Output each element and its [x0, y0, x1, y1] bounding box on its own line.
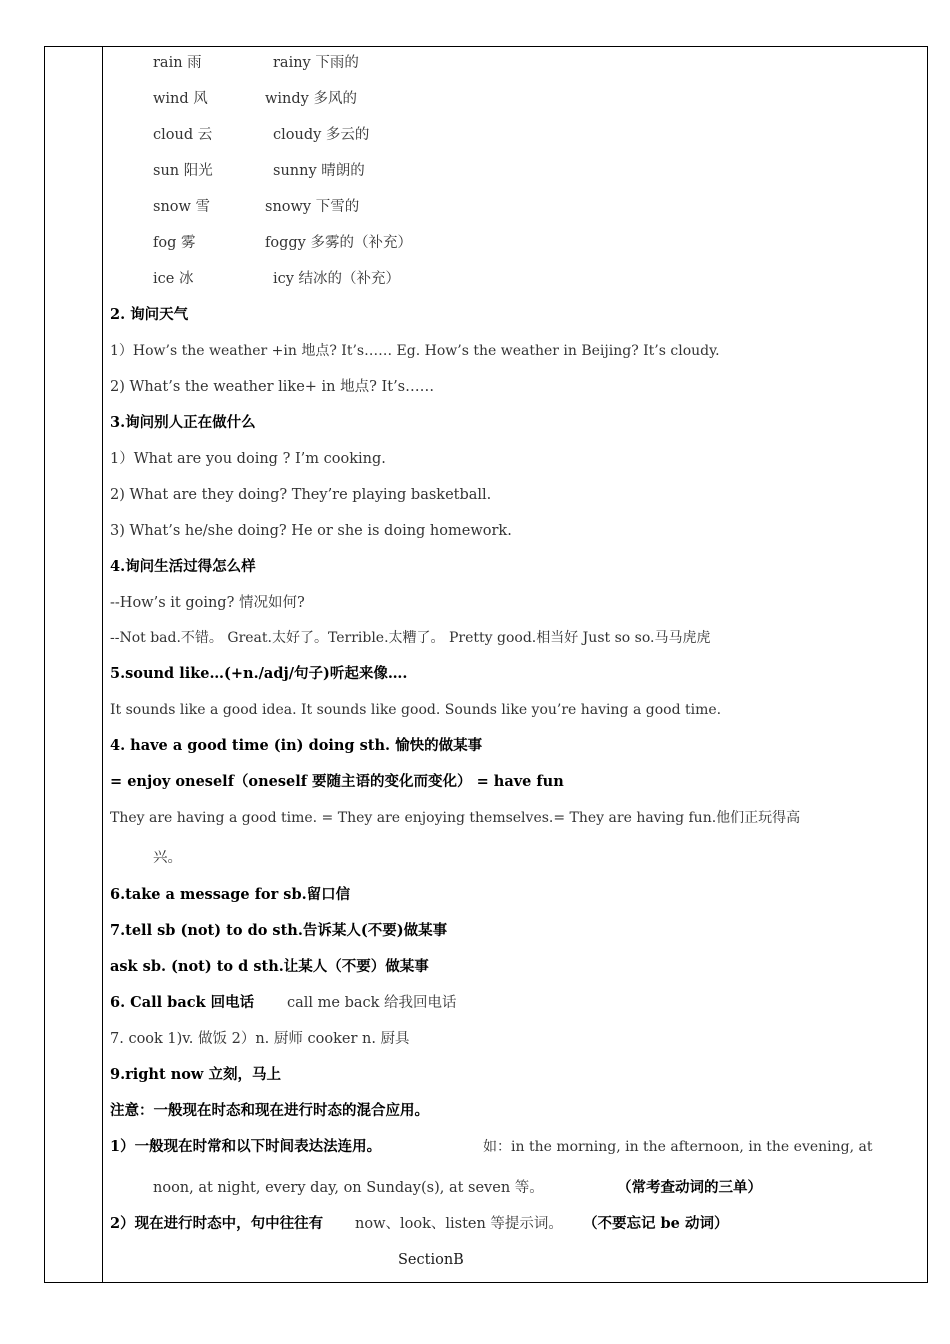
section-heading: 5.sound like…(+n./adj/句子)听起来像….: [110, 665, 408, 682]
text-line: --How’s it going? 情况如何?: [110, 595, 305, 611]
text-line: call me back 给我回电话: [287, 995, 457, 1011]
vocab-adj: rainy 下雨的: [273, 55, 359, 71]
vocab-noun: wind 风: [153, 91, 208, 107]
vocab-noun: sun 阳光: [153, 163, 213, 179]
vocab-adj: cloudy 多云的: [273, 127, 370, 143]
section-heading: 6. Call back 回电话: [110, 994, 255, 1011]
text-line: 1）What are you doing ? I’m cooking.: [110, 451, 386, 467]
column-divider: [102, 46, 103, 1283]
section-heading: 3.询问别人正在做什么: [110, 414, 256, 431]
text-line: It sounds like a good idea. It sounds like good. Sounds like you’re having a good time.: [110, 702, 722, 718]
vocab-adj: icy 结冰的（补充）: [273, 271, 401, 287]
text-line: = enjoy oneself（oneself 要随主语的变化而变化） = have fun: [110, 773, 564, 790]
text-line: 兴。: [153, 850, 182, 866]
text-line: 3) What’s he/she doing? He or she is doing homework.: [110, 523, 512, 539]
section-heading: 4.询问生活过得怎么样: [110, 558, 256, 575]
section-heading: 4. have a good time (in) doing sth. 愉快的做某事: [110, 737, 483, 754]
note-heading: 注意：一般现在时态和现在进行时态的混合应用。: [110, 1102, 429, 1119]
vocab-adj: snowy 下雪的: [265, 199, 360, 215]
vocab-noun: ice 冰: [153, 271, 194, 287]
text-line: 如：in the morning, in the afternoon, in the evening, at: [483, 1139, 873, 1155]
text-line: 2) What’s the weather like+ in 地点? It’s……: [110, 379, 435, 395]
text-line: （常考查动词的三单）: [617, 1179, 762, 1196]
text-line: now、look、listen 等提示词。: [355, 1216, 563, 1232]
text-line: 7. cook 1)v. 做饭 2）n. 厨师 cooker n. 厨具: [110, 1031, 410, 1047]
vocab-noun: cloud 云: [153, 127, 213, 143]
vocab-adj: sunny 晴朗的: [273, 163, 365, 179]
vocab-noun: fog 雾: [153, 235, 196, 251]
text-line: 1）一般现在时常和以下时间表达法连用。: [110, 1138, 382, 1155]
text-line: noon, at night, every day, on Sunday(s), at seven 等。: [153, 1180, 544, 1196]
text-line: They are having a good time. = They are enjoying themselves.= They are having fun.他们正玩得高: [110, 810, 801, 826]
text-line: （不要忘记 be 动词）: [583, 1215, 729, 1232]
text-line: 2）现在进行时态中，句中往往有: [110, 1215, 324, 1232]
vocab-adj: windy 多风的: [265, 91, 357, 107]
section-heading: 2. 询问天气: [110, 306, 189, 323]
text-line: --Not bad.不错。 Great.太好了。Terrible.太糟了。 Pretty good.相当好 Just so so.马马虎虎: [110, 630, 711, 646]
section-heading: 7.tell sb (not) to do sth.告诉某人(不要)做某事: [110, 922, 448, 939]
section-heading: 9.right now 立刻，马上: [110, 1066, 281, 1083]
section-heading: 6.take a message for sb.留口信: [110, 886, 351, 903]
vocab-noun: snow 雪: [153, 199, 211, 215]
vocab-adj: foggy 多雾的（补充）: [265, 235, 412, 251]
text-line: ask sb. (not) to d sth.让某人（不要）做某事: [110, 958, 429, 975]
vocab-noun: rain 雨: [153, 55, 202, 71]
text-line: 2) What are they doing? They’re playing basketball.: [110, 487, 492, 503]
section-title: SectionB: [398, 1252, 464, 1268]
text-line: 1）How’s the weather +in 地点? It’s…… Eg. How’s the weather in Beijing? It’s cloudy.: [110, 343, 720, 359]
